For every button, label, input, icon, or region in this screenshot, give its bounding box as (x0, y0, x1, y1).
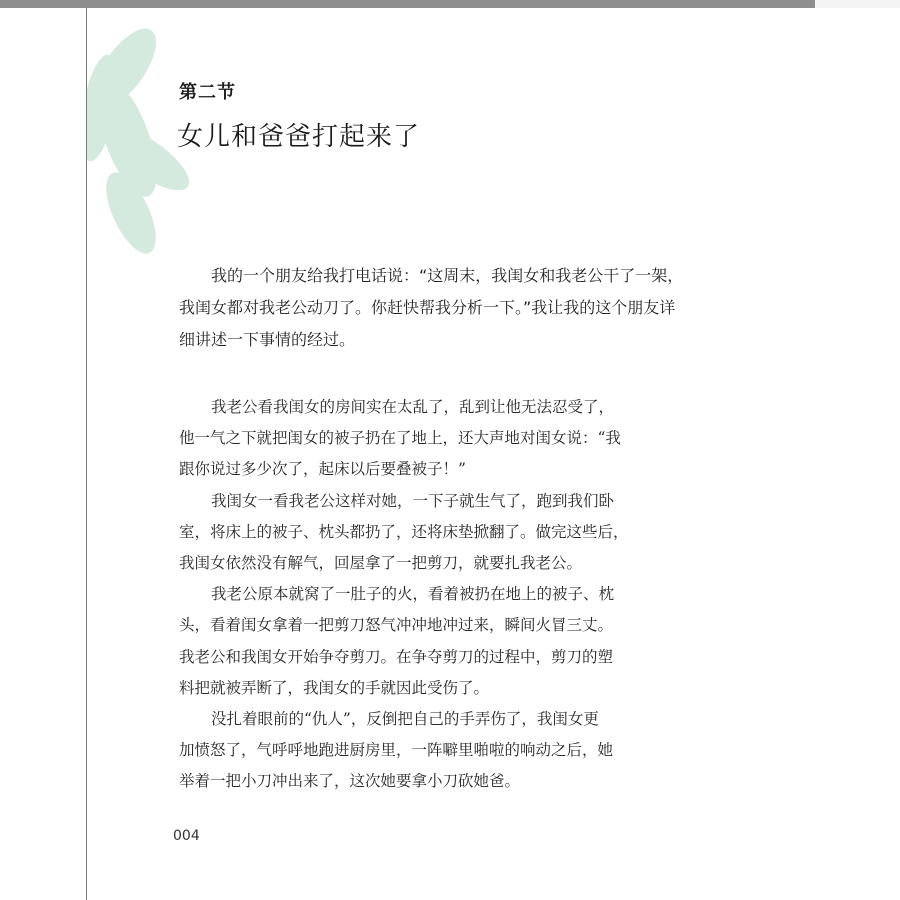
story-quote (179, 392, 699, 797)
story-line: 我闺女一看我老公这样对她，一下子就生气了，跑到我们卧 (211, 491, 615, 510)
story-line: 跟你说过多少次了，起床以后要叠被子！” (179, 460, 466, 479)
intro-line: 细讲述一下事情的经过。 (179, 330, 356, 349)
intro-line: 我闺女都对我老公动刀了。你赶快帮我分析一下。”我让我的这个朋友详 (179, 298, 676, 317)
story-line: 我老公看我闺女的房间实在太乱了，乱到让他无法忍受了， (211, 398, 615, 416)
story-line: 头，看着闺女拿着一把剪刀怒气冲冲地冲过来，瞬间火冒三丈。 (179, 616, 614, 635)
book-page[interactable] (86, 8, 816, 900)
story-line: 料把就被弄断了，我闺女的手就因此受伤了。 (179, 678, 490, 697)
page-number: 004 (173, 828, 200, 844)
story-line: 加愤怒了，气呼呼地跑进厨房里，一阵噼里啪啦的响动之后，她 (179, 741, 614, 760)
story-line: 他一气之下就把闺女的被子扔在了地上，还大声地对闺女说：“我 (179, 429, 621, 448)
intro-line: 我的一个朋友给我打电话说：“这周末，我闺女和我老公干了一架， (211, 266, 684, 285)
viewer-top-bar (0, 0, 815, 8)
viewer-top-bar-edge (815, 0, 900, 8)
story-line: 我闺女依然没有解气，回屋拿了一把剪刀，就要扎我老公。 (179, 553, 583, 572)
section-title: 女儿和爸爸打起来了 (177, 122, 421, 152)
story-line: 我老公和我闺女开始争夺剪刀。在争夺剪刀的过程中，剪刀的塑 (179, 647, 614, 666)
story-line: 我老公原本就窝了一肚子的火，看着被扔在地上的被子、枕 (211, 585, 615, 604)
intro-paragraph (179, 260, 719, 356)
story-line: 室，将床上的被子、枕头都扔了，还将床垫掀翻了。做完这些后， (179, 522, 629, 541)
story-line: 没扎着眼前的“仇人”，反倒把自己的手弄伤了，我闺女更 (211, 709, 599, 728)
story-line: 举着一把小刀冲出来了，这次她要拿小刀砍她爸。 (179, 772, 521, 791)
section-heading: 第二节 (179, 82, 236, 103)
